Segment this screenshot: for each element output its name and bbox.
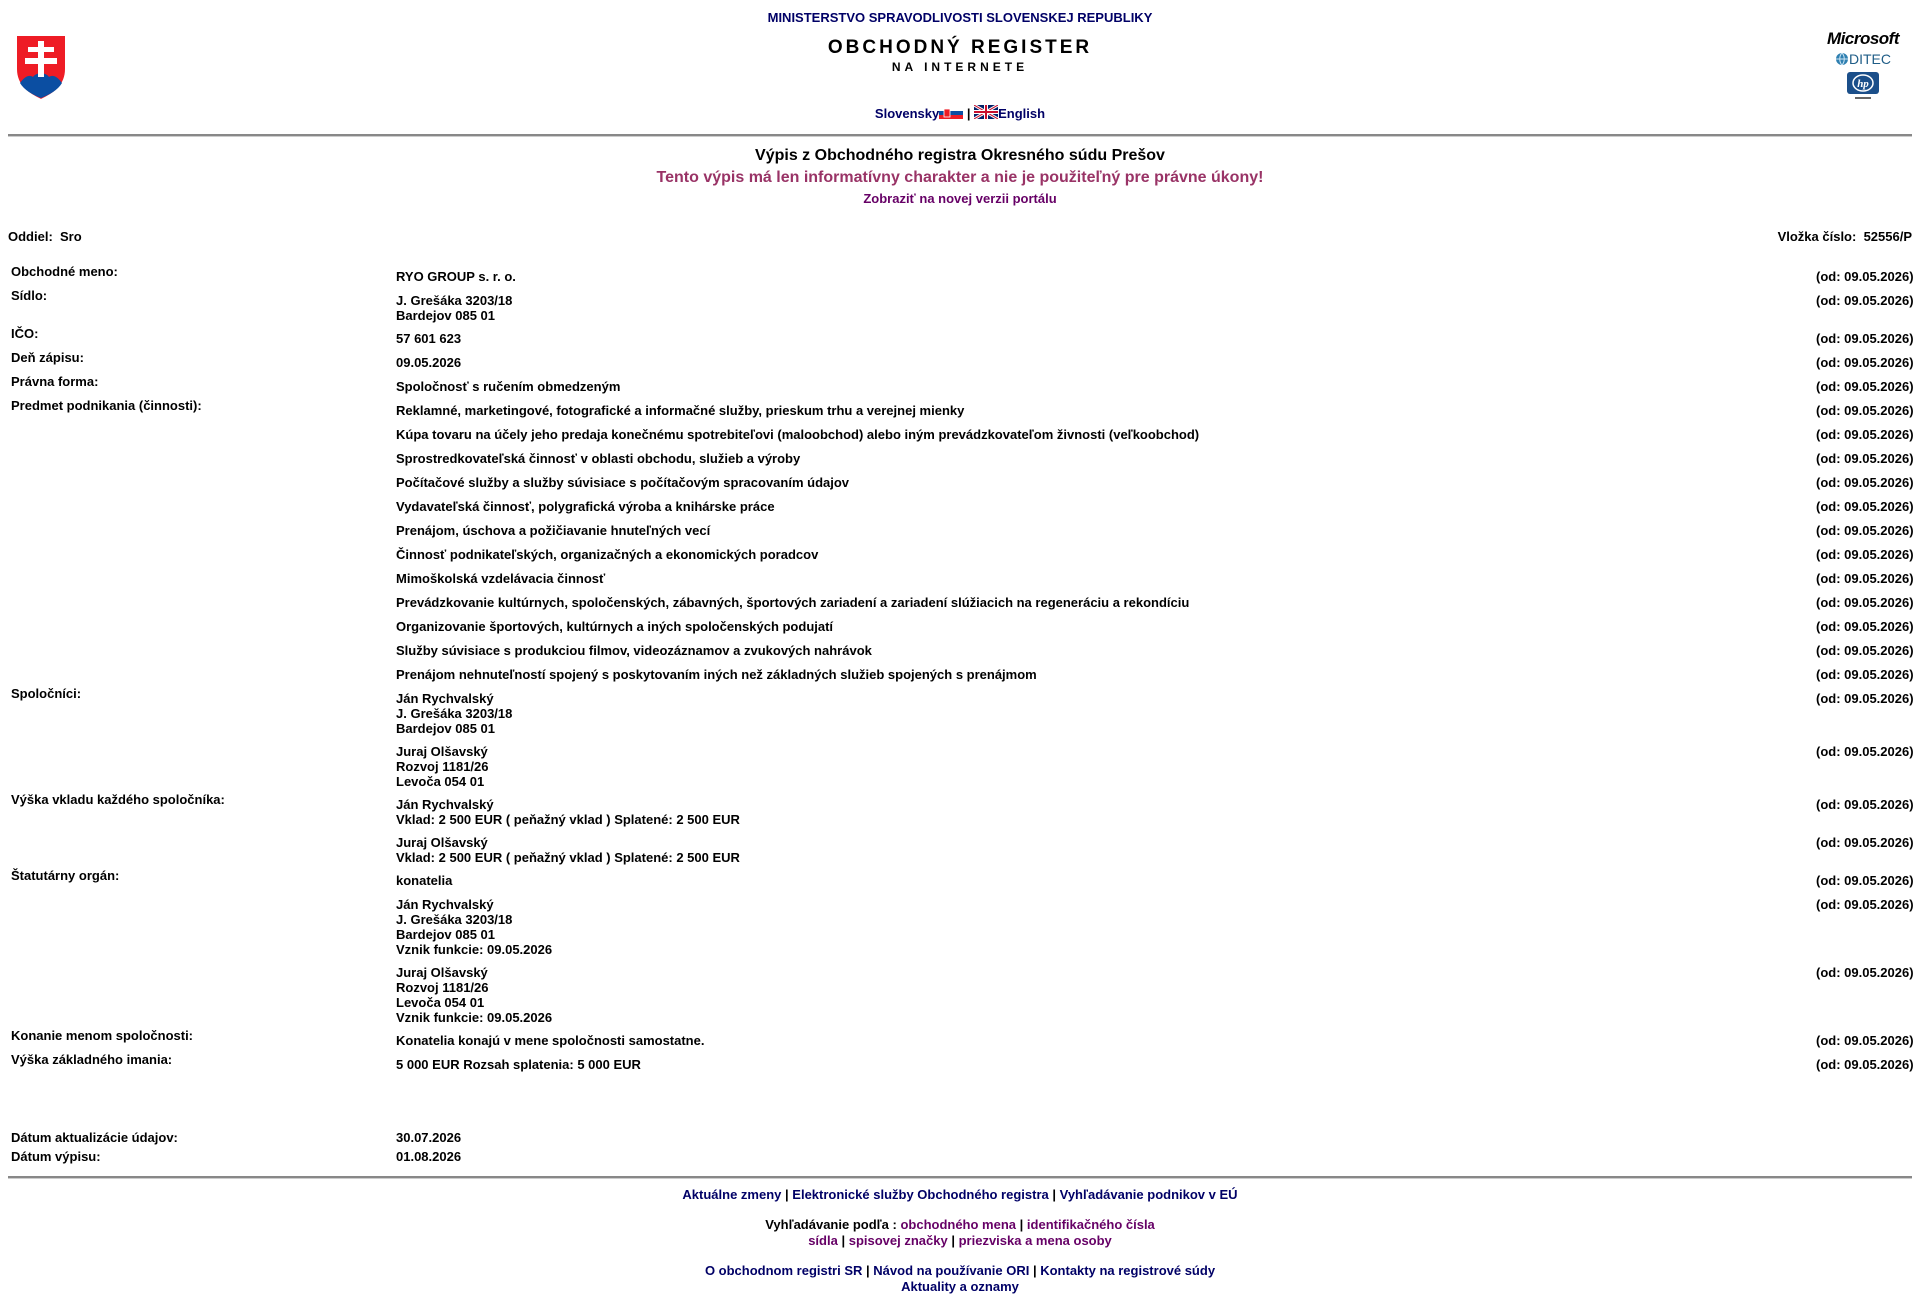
record-entry-text (396, 873, 1396, 888)
footer-separator: | (1019, 1217, 1024, 1232)
register-records (0, 264, 1920, 1076)
svg-text:hp: hp (1857, 78, 1869, 90)
record-label: Štatutárny orgán: (11, 868, 120, 883)
record-entry-text (396, 269, 1396, 284)
record-entry-line: Ján Rychvalský (396, 897, 494, 912)
record-entry (396, 739, 1920, 792)
record-entry-text (396, 571, 1396, 586)
record-entry-text (396, 744, 1396, 789)
record-entry-line: Činnosť podnikateľských, organizačných a ekonomických poradcov (396, 547, 819, 562)
update-date-row (0, 1130, 1920, 1149)
footer-separator: | (841, 1233, 846, 1248)
record-entry-line: Prenájom nehnuteľností spojený s poskytovaním iných než základných služieb spojených s prenájmom (396, 667, 1037, 682)
record-entries (396, 868, 1920, 1028)
footer-links-news (0, 1279, 1920, 1294)
footer-separator: | (951, 1233, 955, 1248)
record-entry-text (396, 1057, 1396, 1072)
record-entries (396, 264, 1920, 288)
lang-slovak-link[interactable] (875, 106, 967, 121)
record-label: Predmet podnikania (činnosti): (11, 398, 202, 413)
record-entry-line: Ján Rychvalský (396, 797, 494, 812)
record-entry-line: Vklad: 2 500 EUR ( peňažný vklad ) Splatené: 2 500 EUR (396, 812, 740, 827)
record-entry-valid-from: (od: 09.05.2026) (1816, 451, 1914, 466)
record-entry-line: Kúpa tovaru na účely jeho predaja konečnému spotrebiteľovi (maloobchod) alebo iným prevádzkovateľom živnosti (veľkoobchod) (396, 427, 1200, 442)
ditec-label: DITEC (1849, 51, 1891, 67)
record-row (0, 398, 1920, 686)
record-entry (396, 350, 1920, 374)
record-row (0, 288, 1920, 326)
record-entry-text (396, 547, 1396, 562)
insert-number-label: Vložka číslo: (1777, 229, 1857, 244)
record-entry (396, 662, 1920, 686)
section-value: Sro (60, 229, 82, 244)
register-title: OBCHODNÝ REGISTER (827, 37, 1093, 58)
record-entry (396, 288, 1920, 326)
footer-separator: | (785, 1187, 789, 1202)
search-by-file-link[interactable]: spisovej značky (848, 1233, 948, 1248)
extract-date-label: Dátum výpisu: (11, 1149, 101, 1164)
record-entry-valid-from: (od: 09.05.2026) (1816, 897, 1914, 912)
search-by-seat-link[interactable]: sídla (808, 1233, 838, 1248)
record-entry-valid-from: (od: 09.05.2026) (1816, 475, 1914, 490)
record-row (0, 350, 1920, 374)
record-entry-valid-from: (od: 09.05.2026) (1816, 403, 1914, 418)
record-entry (396, 1028, 1920, 1052)
record-entry-valid-from: (od: 09.05.2026) (1816, 293, 1914, 308)
record-entry (396, 542, 1920, 566)
record-entry-valid-from: (od: 09.05.2026) (1816, 1057, 1914, 1072)
record-label: Obchodné meno: (11, 264, 118, 279)
insert-number-info (1778, 229, 1912, 244)
footer-search-row-1 (0, 1217, 1920, 1232)
record-entry (396, 1052, 1920, 1076)
record-entry-text (396, 523, 1396, 538)
record-entry-line: Sprostredkovateľská činnosť v oblasti obchodu, služieb a výroby (396, 451, 801, 466)
record-entry-text (396, 451, 1396, 466)
record-entry-valid-from: (od: 09.05.2026) (1816, 873, 1914, 888)
record-entry-line: Rozvoj 1181/26 (396, 980, 489, 995)
record-entries (396, 1052, 1920, 1076)
search-by-person-link[interactable]: priezviska a mena osoby (958, 1233, 1112, 1248)
microsoft-logo: Microsoft (1827, 29, 1899, 48)
record-entry-valid-from: (od: 09.05.2026) (1816, 571, 1914, 586)
language-switcher (0, 105, 1920, 122)
record-entry-valid-from: (od: 09.05.2026) (1816, 269, 1914, 284)
section-label: Oddiel: (8, 229, 53, 244)
footer-link-contacts[interactable]: Kontakty na registrové súdy (1040, 1263, 1216, 1278)
record-entries (396, 1028, 1920, 1052)
record-entry (396, 868, 1920, 892)
record-entry (396, 518, 1920, 542)
record-label: Konanie menom spoločnosti: (11, 1028, 194, 1043)
footer-links-info (0, 1263, 1920, 1278)
section-info (8, 229, 82, 244)
record-row (0, 1052, 1920, 1076)
new-portal-link[interactable]: Zobraziť na novej verzii portálu (863, 191, 1057, 206)
record-label: Deň zápisu: (11, 350, 84, 365)
record-entry (396, 422, 1920, 446)
record-entry (396, 470, 1920, 494)
record-entry-line: Prenájom, úschova a požičiavanie hnuteľných vecí (396, 523, 711, 538)
record-entry-text (396, 331, 1396, 346)
record-row (0, 374, 1920, 398)
record-entry-text (396, 293, 1396, 323)
record-entry-line: Levoča 054 01 (396, 995, 485, 1010)
new-portal-link-row (0, 191, 1920, 206)
record-entry-line: Reklamné, marketingové, fotografické a informačné služby, prieskum trhu a verejnej mienky (396, 403, 965, 418)
record-row (0, 326, 1920, 350)
record-entry-line: Juraj Olšavský (396, 744, 488, 759)
record-entry-line: Bardejov 085 01 (396, 927, 496, 942)
record-entry-text (396, 643, 1396, 658)
record-entries (396, 350, 1920, 374)
footer-divider (8, 1176, 1912, 1179)
update-date-label: Dátum aktualizácie údajov: (11, 1130, 178, 1145)
search-prefix: Vyhľadávanie podľa : (765, 1217, 897, 1232)
register-subtitle: NA INTERNETE (891, 60, 1029, 74)
record-entry-text (396, 619, 1396, 634)
record-entry-line: Levoča 054 01 (396, 774, 485, 789)
record-row (0, 1028, 1920, 1052)
footer-links-primary (0, 1187, 1920, 1202)
record-entry-line: Prevádzkovanie kultúrnych, spoločenských, zábavných, športových zariadení a zariadení slúžiacich na regeneráciu a rekondíciu (396, 595, 1190, 610)
hp-logo-icon (1818, 71, 1908, 104)
record-row (0, 264, 1920, 288)
record-entry-text (396, 427, 1396, 442)
extract-date-row (0, 1149, 1920, 1168)
footer-link-recent-changes[interactable]: Aktuálne zmeny (682, 1187, 782, 1202)
record-entries (396, 288, 1920, 326)
sponsor-logos (1818, 29, 1908, 104)
record-row (0, 792, 1920, 868)
record-entry (396, 326, 1920, 350)
record-entry-text (396, 835, 1396, 865)
record-entry-line: J. Grešáka 3203/18 (396, 706, 513, 721)
search-by-name-link[interactable]: obchodného mena (900, 1217, 1017, 1232)
record-entry (396, 792, 1920, 830)
record-entry-valid-from: (od: 09.05.2026) (1816, 643, 1914, 658)
record-entry-text (396, 475, 1396, 490)
record-entry-line: Vznik funkcie: 09.05.2026 (396, 1010, 553, 1025)
record-entry-valid-from: (od: 09.05.2026) (1816, 835, 1914, 850)
record-label: Sídlo: (11, 288, 48, 303)
record-entry-valid-from: (od: 09.05.2026) (1816, 331, 1914, 346)
record-entries (396, 398, 1920, 686)
record-entry-text (396, 379, 1396, 394)
footer-link-guide[interactable]: Návod na používanie ORI (873, 1263, 1030, 1278)
record-entry-text (396, 797, 1396, 827)
record-entry-line: Počítačové služby a služby súvisiace s počítačovým spracovaním údajov (396, 475, 850, 490)
record-entry-text (396, 355, 1396, 370)
record-entry (396, 566, 1920, 590)
record-entry (396, 892, 1920, 960)
record-entry-line: 57 601 623 (396, 331, 462, 346)
footer-link-news[interactable]: Aktuality a oznamy (901, 1279, 1019, 1294)
insert-number-value: 52556/P (1863, 229, 1912, 244)
record-entry-line: konatelia (396, 873, 453, 888)
record-entry (396, 264, 1920, 288)
record-entries (396, 792, 1920, 868)
record-entry-line: Vznik funkcie: 09.05.2026 (396, 942, 553, 957)
ministry-title: MINISTERSTVO SPRAVODLIVOSTI SLOVENSKEJ REPUBLIKY (767, 10, 1153, 25)
footer-separator: | (866, 1263, 870, 1278)
record-entry-line: Bardejov 085 01 (396, 308, 496, 323)
record-entry (396, 686, 1920, 739)
footer-link-e-services[interactable]: Elektronické služby Obchodného registra (792, 1187, 1049, 1202)
record-row (0, 686, 1920, 792)
record-entry-line: 09.05.2026 (396, 355, 462, 370)
record-entry-text (396, 691, 1396, 736)
record-label: Právna forma: (11, 374, 99, 389)
record-entry-text (396, 595, 1396, 610)
record-entry-valid-from: (od: 09.05.2026) (1816, 691, 1914, 706)
ditec-globe-icon (1835, 51, 1849, 67)
record-label: Výška vkladu každého spoločníka: (11, 792, 225, 807)
record-entry (396, 830, 1920, 868)
record-entry-valid-from: (od: 09.05.2026) (1816, 667, 1914, 682)
record-entry-valid-from: (od: 09.05.2026) (1816, 797, 1914, 812)
header-divider (8, 134, 1912, 137)
record-entry (396, 446, 1920, 470)
record-entry-line: Vydavateľská činnosť, polygrafická výroba a knihárske práce (396, 499, 775, 514)
record-entry-line: Ján Rychvalský (396, 691, 494, 706)
record-entry (396, 614, 1920, 638)
record-entry-valid-from: (od: 09.05.2026) (1816, 965, 1914, 980)
record-entry-valid-from: (od: 09.05.2026) (1816, 379, 1914, 394)
informative-warning: Tento výpis má len informatívny charakter a nie je použiteľný pre právne úkony! (656, 169, 1264, 186)
record-entry-line: J. Grešáka 3203/18 (396, 293, 513, 308)
slovak-flag-icon (939, 107, 963, 122)
record-label: Spoločníci: (11, 686, 82, 701)
lang-separator: | (966, 106, 971, 121)
extract-title: Výpis z Obchodného registra Okresného súdu Prešov (755, 147, 1165, 164)
footer-separator: | (1032, 1263, 1037, 1278)
record-label: Výška základného imania: (11, 1052, 173, 1067)
lang-english-link[interactable] (974, 106, 1045, 121)
record-entry-text (396, 1033, 1396, 1048)
record-entry-line: Spoločnosť s ručením obmedzeným (396, 379, 621, 394)
record-entry-line: 5 000 EUR Rozsah splatenia: 5 000 EUR (396, 1057, 641, 1072)
record-entry-valid-from: (od: 09.05.2026) (1816, 595, 1914, 610)
footer-separator: | (1052, 1187, 1057, 1202)
ditec-logo (1818, 51, 1908, 67)
record-entry-valid-from: (od: 09.05.2026) (1816, 619, 1914, 634)
record-entry-valid-from: (od: 09.05.2026) (1816, 1033, 1914, 1048)
record-entry (396, 960, 1920, 1028)
record-entry-valid-from: (od: 09.05.2026) (1816, 744, 1914, 759)
record-entry-text (396, 667, 1396, 682)
uk-flag-icon (974, 105, 998, 122)
record-entry-text (396, 897, 1396, 957)
record-entry-line: Služby súvisiace s produkciou filmov, videozáznamov a zvukových nahrávok (396, 643, 872, 658)
record-entries (396, 374, 1920, 398)
record-entries (396, 326, 1920, 350)
record-entry-valid-from: (od: 09.05.2026) (1816, 547, 1914, 562)
record-entry-valid-from: (od: 09.05.2026) (1816, 499, 1914, 514)
record-entry (396, 374, 1920, 398)
record-entry (396, 638, 1920, 662)
record-entry (396, 590, 1920, 614)
record-entry (396, 494, 1920, 518)
record-entry-line: Organizovanie športových, kultúrnych a iných spoločenských podujatí (396, 619, 834, 634)
record-entry-text (396, 403, 1396, 418)
record-entry-valid-from: (od: 09.05.2026) (1816, 355, 1914, 370)
record-entry-valid-from: (od: 09.05.2026) (1816, 523, 1914, 538)
record-entry (396, 398, 1920, 422)
record-entry-line: Juraj Olšavský (396, 835, 488, 850)
lang-slovak-label: Slovensky (874, 106, 940, 121)
record-entry-line: Bardejov 085 01 (396, 721, 496, 736)
record-entry-line: Juraj Olšavský (396, 965, 488, 980)
record-entry-line: J. Grešáka 3203/18 (396, 912, 513, 927)
record-row (0, 868, 1920, 1028)
record-entry-line: Mimoškolská vzdelávacia činnosť (396, 571, 606, 586)
record-entry-text (396, 499, 1396, 514)
footer-link-about[interactable]: O obchodnom registri SR (704, 1263, 863, 1278)
extract-dates (0, 1130, 1920, 1168)
record-entry-line: Vklad: 2 500 EUR ( peňažný vklad ) Splatené: 2 500 EUR (396, 850, 740, 865)
record-entry-line: Rozvoj 1181/26 (396, 759, 489, 774)
record-entries (396, 686, 1920, 792)
record-entry-line: Konatelia konajú v mene spoločnosti samostatne. (396, 1033, 705, 1048)
record-label: IČO: (11, 326, 39, 341)
lang-english-label: English (998, 106, 1046, 121)
record-entry-text (396, 965, 1396, 1025)
record-entry-valid-from: (od: 09.05.2026) (1816, 427, 1914, 442)
search-by-id-link[interactable]: identifikačného čísla (1026, 1217, 1155, 1232)
footer-search-row-2 (0, 1233, 1920, 1248)
page-header (0, 0, 1920, 136)
footer-link-eu-search[interactable]: Vyhľadávanie podnikov v EÚ (1059, 1187, 1238, 1202)
update-date-value: 30.07.2026 (396, 1130, 462, 1145)
extract-date-value: 01.08.2026 (396, 1149, 462, 1164)
record-entry-line: RYO GROUP s. r. o. (396, 269, 516, 284)
